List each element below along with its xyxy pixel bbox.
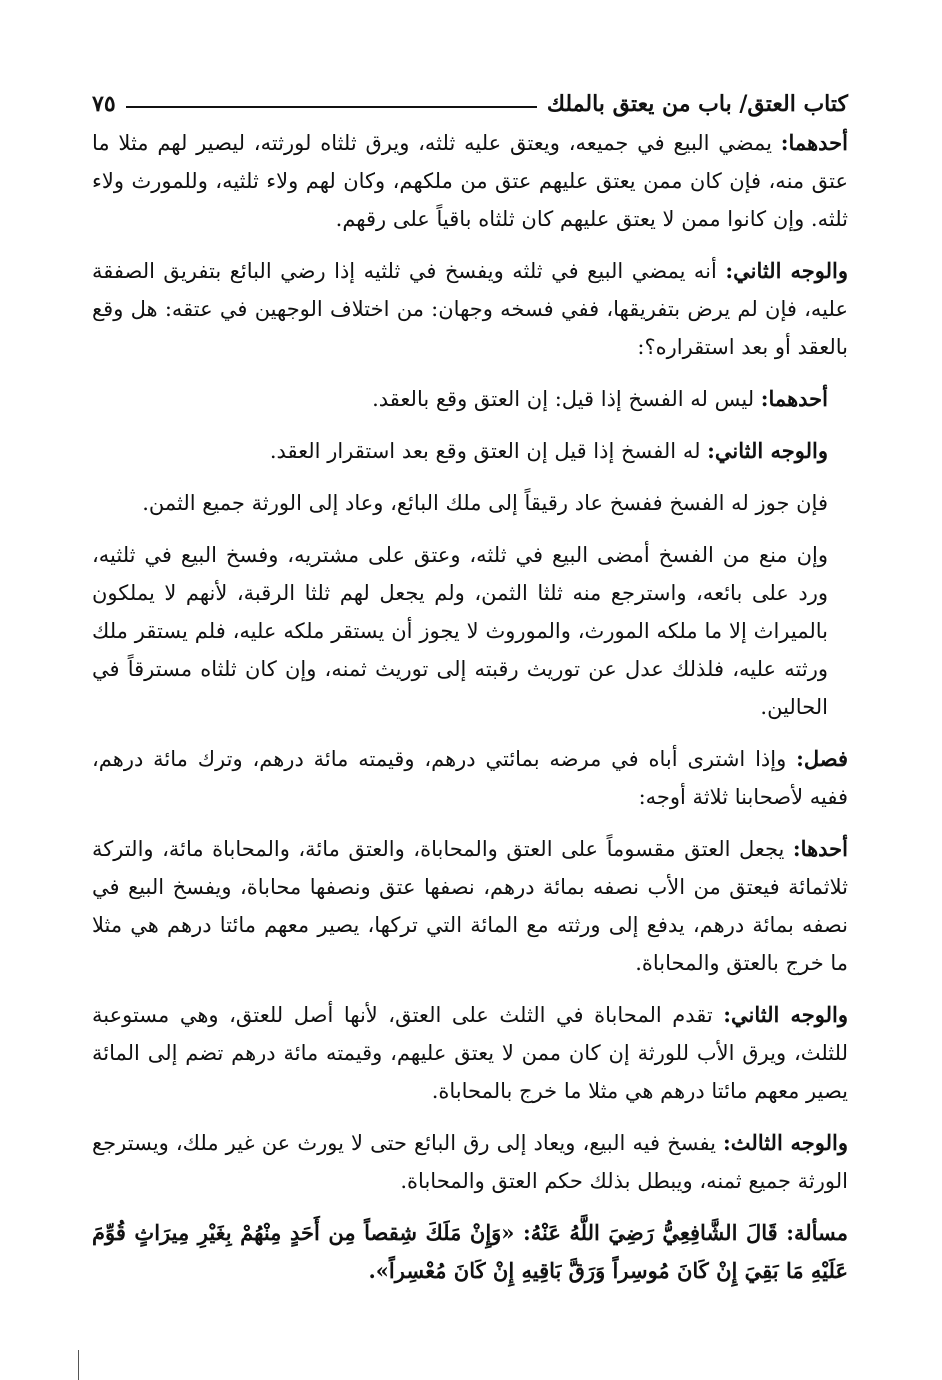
page-number: ٧٥ xyxy=(92,91,116,117)
paragraph xyxy=(92,432,848,470)
margin-mark xyxy=(78,1350,79,1380)
paragraph-lead: أحدهما: xyxy=(760,386,828,411)
header-rule xyxy=(126,106,537,108)
paragraph-lead: أحدهما: xyxy=(780,130,848,155)
paragraph xyxy=(92,124,848,238)
paragraph xyxy=(92,1214,848,1290)
paragraph xyxy=(92,830,848,982)
paragraph-text: ليس له الفسخ إذا قيل: إن العتق وقع بالعقد. xyxy=(372,387,761,411)
paragraph-lead: والوجه الثاني: xyxy=(725,258,848,283)
paragraph-lead: أحدها: xyxy=(792,836,848,861)
paragraph-lead: والوجه الثاني: xyxy=(707,438,828,463)
running-header xyxy=(92,84,848,124)
paragraph-text: يمضي البيع في جميعه، ويعتق عليه ثلثه، ويرق ثلثاه لورثته، ليصير لهم مثلا ما عتق منه، فإن كان ممن يعتق عليهم عتق من ملكهم، وكان لهم ولاء ثلثيه، وللمورث ولاء ثلثه. وإن كانوا ممن لا يعتق عليهم كان ثلثاه باقياً على رقهم. xyxy=(92,131,848,231)
paragraph-lead: والوجه الثالث: xyxy=(723,1130,848,1155)
paragraph-lead: والوجه الثاني: xyxy=(723,1002,849,1027)
paragraph xyxy=(92,380,848,418)
masala-heading: مسألة: قَالَ الشَّافِعِيُّ رَضِيَ اللَّهُ عَنْهُ: xyxy=(522,1220,848,1245)
running-header-title: كتاب العتق/ باب من يعتق بالملك xyxy=(546,91,848,117)
paragraph xyxy=(92,484,848,522)
paragraph-text: تقدم المحاباة في الثلث على العتق، لأنها أصل للعتق، وهي مستوعبة للثلث، ويرق الأب للورثة إن كان ممن لا يعتق عليهم، وقيمته مائة درهم تضم إلى المائة يصير معهم مائتا درهم هي مثلا ما خرج بالمحاباة. xyxy=(92,1003,848,1103)
page-body xyxy=(92,124,848,1290)
paragraph xyxy=(92,536,848,726)
paragraph-text: يجعل العتق مقسوماً على العتق والمحاباة، والعتق مائة، والمحاباة مائة، والتركة ثلاثمائة فيعتق من الأب نصفه بمائة درهم، نصفها عتق ونصفها محاباة، ويفسخ البيع في نصفه بمائة درهم، يدفع إلى ورثته مع المائة التي تركها، يصير معهم مائتا درهم هي مثلا ما خرج بالعتق والمحاباة. xyxy=(92,837,848,975)
paragraph-text: يفسخ فيه البيع، ويعاد إلى رق البائع حتى لا يورث عن غير ملك، ويسترجع الورثة جميع ثمنه، ويبطل بذلك حكم العتق والمحاباة. xyxy=(92,1131,848,1193)
paragraph xyxy=(92,252,848,366)
paragraph-text: أنه يمضي البيع في ثلثه ويفسخ في ثلثيه إذا رضي البائع بتفريق الصفقة عليه، فإن لم يرض بتفريقها، ففي فسخه وجهان: من اختلاف الوجهين في عتقه: هل وقع بالعقد أو بعد استقراره؟: xyxy=(92,259,848,359)
paragraph xyxy=(92,1124,848,1200)
paragraph xyxy=(92,740,848,816)
section-heading: فصل: xyxy=(796,746,848,771)
paragraph-text: وإن منع من الفسخ أمضى البيع في ثلثه، وعتق على مشتريه، وفسخ البيع في ثلثيه، ورد على بائعه، واسترجع منه ثلثا الثمن، ولم يجعل لهم ثلثا الرقبة، لأنهم لا يملكون بالميراث إلا ما ملكه المورث، والموروث لا يجوز أن يستقر ملكه عليه، فلم يستقر ملك ورثته عليه، فلذلك عدل عن توريث رقبته إلى توريث ثمنه، وإن كان ثلثاه مسترقاً في الحالين. xyxy=(92,543,828,719)
book-page xyxy=(92,84,848,1304)
paragraph xyxy=(92,996,848,1110)
paragraph-text: فإن جوز له الفسخ ففسخ عاد رقيقاً إلى ملك البائع، وعاد إلى الورثة جميع الثمن. xyxy=(142,491,828,515)
paragraph-text: له الفسخ إذا قيل إن العتق وقع بعد استقرار العقد. xyxy=(269,439,708,463)
quoted-text: «وَإِنْ مَلَكَ شِقصاً مِن أَحَدٍ مِنْهُمْ بِغَيْرِ مِيرَاثٍ قُوِّمَ عَلَيْهِ مَا بَقِيَ إِنْ كَانَ مُوسِراً وَرَقَّ بَاقِيهِ إِنْ كَانَ مُعْسِراً». xyxy=(92,1220,848,1283)
paragraph-text: وإذا اشترى أباه في مرضه بمائتي درهم، وقيمته مائة درهم، وترك مائة درهم، ففيه لأصحابنا ثلاثة أوجه: xyxy=(92,747,848,809)
